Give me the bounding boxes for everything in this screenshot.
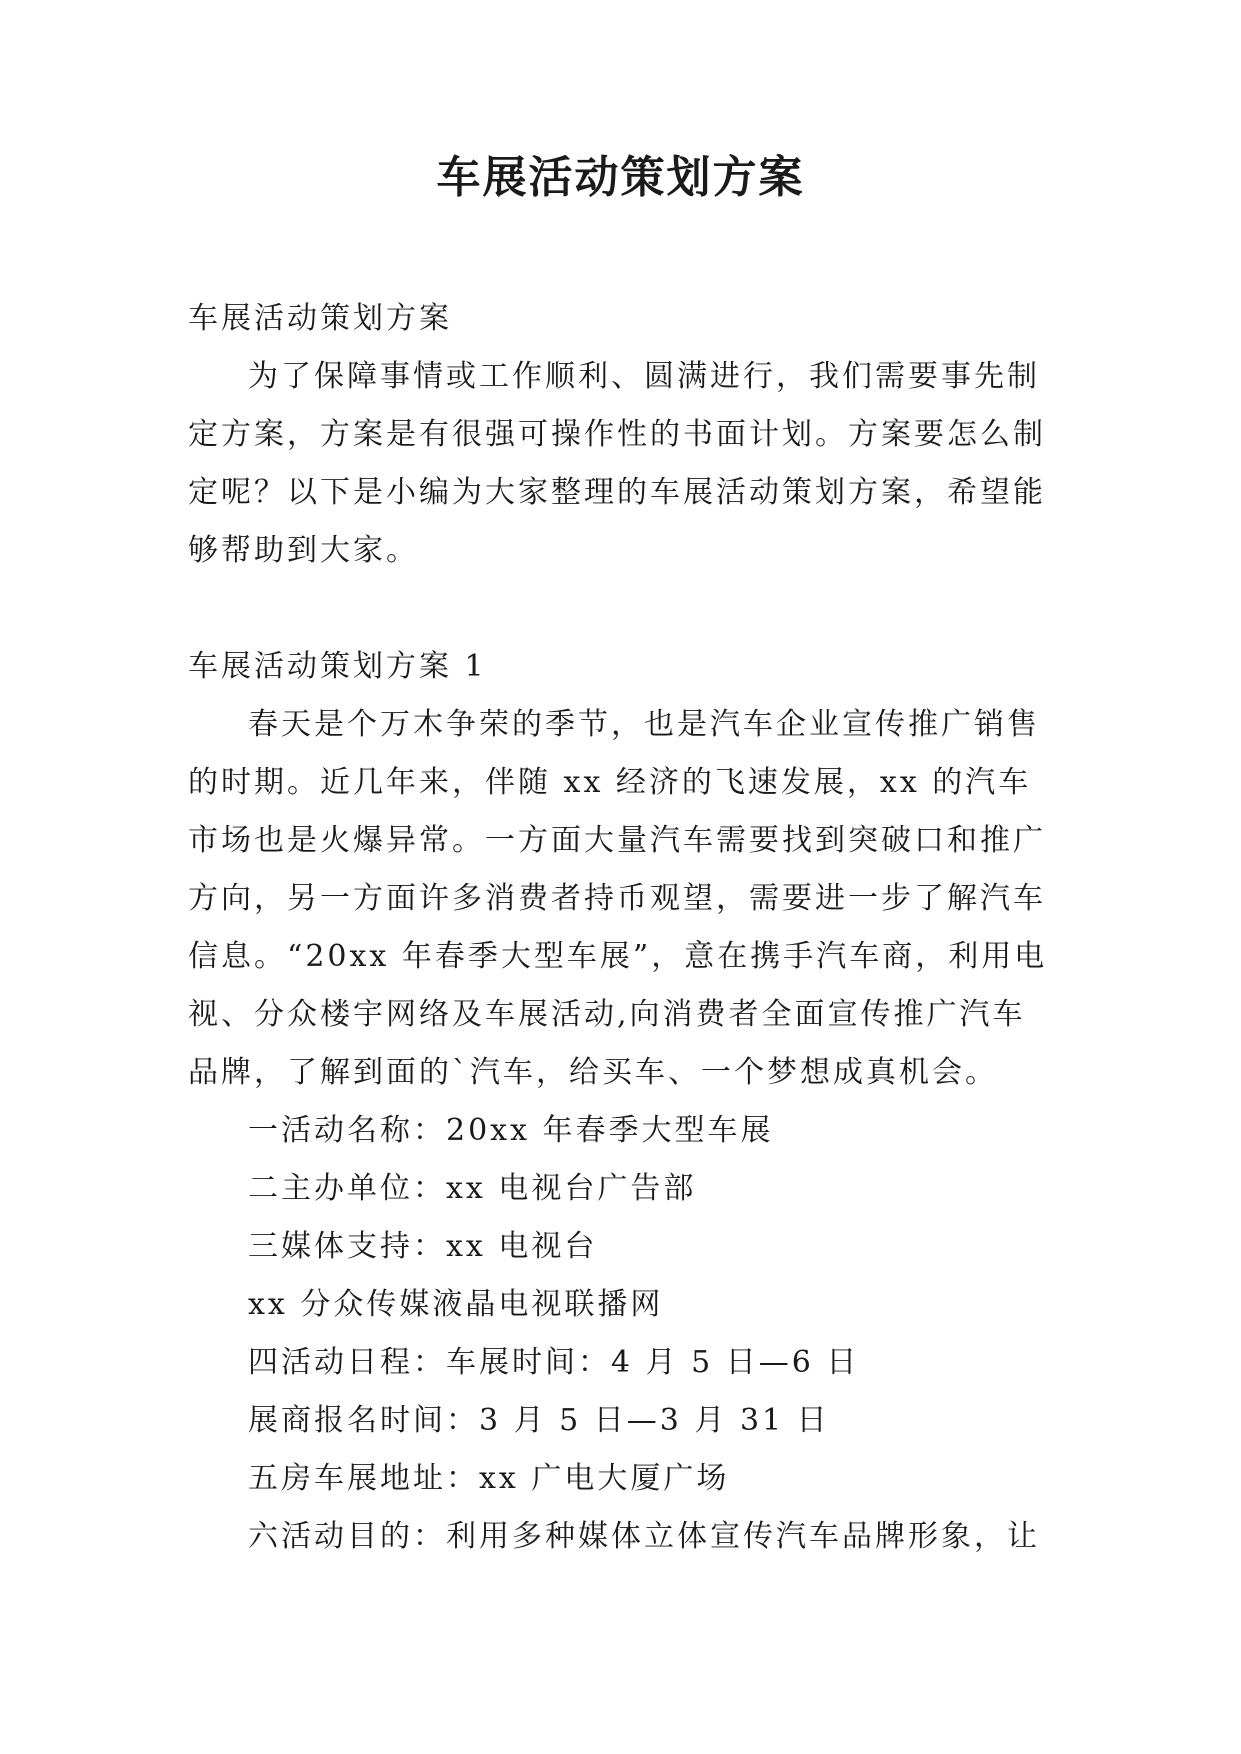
list-item: 五房车展地址：xx 广电大厦广场 <box>248 1461 730 1496</box>
section-1-paragraph: 春天是个万木争荣的季节，也是汽车企业宣传推广销售的时期。近几年来，伴随 xx 经济的飞速发展，xx 的汽车市场也是火爆异常。一方面大量汽车需要找到突破口和推广方向，另一方面许多消费者持币观望，需要进一步了解汽车信息。“20xx 年春季大型车展”，意在携手汽车商，利用电视、分众楼宇网络及车展活动,向消费者全面宣传推广汽车品牌，了解到面的`汽车，给买车、一个梦想成真机会。 <box>188 707 1048 1090</box>
section-heading: 车展活动策划方案 <box>188 301 452 336</box>
list-item: 六活动目的：利用多种媒体立体宣传汽车品牌形象，让 <box>248 1519 1040 1554</box>
document-title: 车展活动策划方案 <box>436 152 805 203</box>
intro-paragraph: 为了保障事情或工作顺利、圆满进行，我们需要事先制定方案，方案是有很强可操作性的书面计划。方案要怎么制定呢？以下是小编为大家整理的车展活动策划方案，希望能够帮助到大家。 <box>188 359 1046 568</box>
list-item: 展商报名时间：3 月 5 日—3 月 31 日 <box>248 1403 830 1438</box>
list-item: 四活动日程：车展时间：4 月 5 日—6 日 <box>248 1345 860 1380</box>
paragraph-gap <box>188 580 1058 638</box>
list-item: xx 分众传媒液晶电视联播网 <box>248 1287 664 1322</box>
list-item: 三媒体支持：xx 电视台 <box>248 1229 598 1264</box>
document-body <box>188 290 1058 1566</box>
list-item: 一活动名称：20xx 年春季大型车展 <box>248 1113 774 1148</box>
list-item: 二主办单位：xx 电视台广告部 <box>248 1171 697 1206</box>
section-1-heading: 车展活动策划方案 1 <box>188 649 487 684</box>
